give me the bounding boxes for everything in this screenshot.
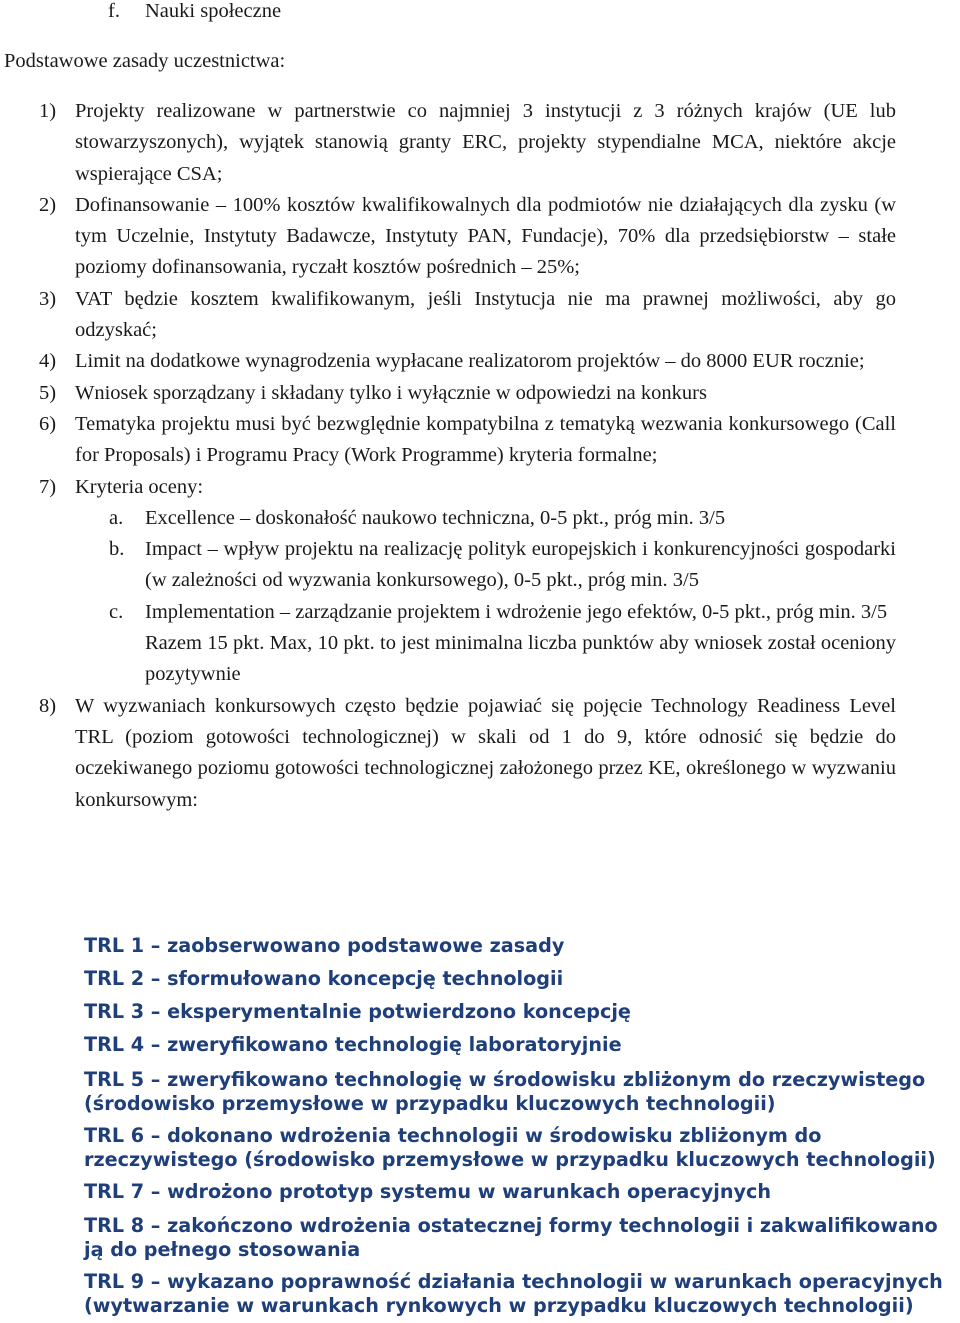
section-title: Nauki społeczne (145, 0, 282, 22)
criteria-list (75, 503, 896, 628)
trl-line-continued: rzeczywistego (środowisko przemysłowe w przypadku kluczowych technologii) (84, 1147, 936, 1171)
trl-line: TRL 3 – eksperymentalnie potwierdzono koncepcję (84, 1000, 631, 1023)
trl-line: TRL 1 – zaobserwowano podstawowe zasady (84, 934, 565, 957)
intro-text: Podstawowe zasady uczestnictwa: (4, 50, 286, 72)
score-summary: Razem 15 pkt. Max, 10 pkt. to jest minimalna liczba punktów aby wniosek został oceniony pozytywnie (145, 632, 896, 686)
criteria-text: Impact – wpływ projektu na realizację polityk europejskich i konkurencyjności gospodarki (w zależności od wyzwania konkursowego), 0-5 pkt., próg min. 3/5 (145, 538, 896, 592)
section-marker: f. (108, 0, 120, 22)
criteria-label: a. (109, 506, 124, 529)
list-item (0, 691, 896, 816)
trl-level (84, 1124, 936, 1171)
trl-level (84, 934, 564, 958)
trl-line: TRL 9 – wykazano poprawność działania technologii w warunkach operacyjnych (84, 1270, 943, 1293)
criteria-text: Implementation – zarządzanie projektem i wdrożenie jego efektów, 0-5 pkt., próg min. 3/5 (145, 600, 888, 623)
criteria-label: b. (109, 538, 125, 561)
trl-line-continued: ją do pełnego stosowania (84, 1237, 361, 1261)
criteria-label: c. (109, 600, 124, 623)
trl-line-continued: (wytwarzanie w warunkach rynkowych w przypadku kluczowych technologii) (84, 1293, 914, 1317)
rules-list (0, 96, 960, 816)
item-number: 6) (39, 412, 57, 435)
trl-level (84, 1270, 943, 1317)
item-number: 1) (39, 100, 57, 122)
item-text: Tematyka projektu musi być bezwględnie kompatybilna z tematyką wezwania konkursowego (Call for Proposals) i Programu Pracy (Work Programme) kryteria formalne; (75, 412, 896, 467)
criteria-item (109, 503, 896, 534)
item-text: Limit na dodatkowe wynagrodzenia wypłacane realizatorom projektów – do 8000 EUR rocznie; (75, 350, 865, 373)
list-item (0, 378, 896, 409)
list-item (0, 409, 896, 472)
item-number: 4) (39, 350, 57, 373)
trl-line-continued: (środowisko przemysłowe w przypadku kluczowych technologii) (84, 1091, 776, 1115)
trl-level (84, 1033, 622, 1057)
item-text: W wyzwaniach konkursowych często będzie pojawiać się pojęcie Technology Readiness Level TRL (poziom gotowości technologicznej) w skali od 1 do 9, które odnosić się będzie do oczekiwanego poziomu gotowości technologicznej założonego przez KE, określonego w wyzwaniu konkursowym: (75, 694, 896, 811)
criteria-item (109, 597, 896, 628)
list-item (0, 472, 896, 691)
trl-level (84, 1214, 938, 1261)
item-number: 7) (39, 475, 57, 498)
list-item (0, 190, 896, 284)
item-number: 2) (39, 193, 57, 216)
item-text: Projekty realizowane w partnerstwie co najmniej 3 instytucji z 3 różnych krajów (UE lub stowarzyszonych), wyjątek stanowią granty ERC, projekty stypendialne MCA, niektóre akcje wspierające CSA; (75, 100, 896, 185)
trl-line: TRL 7 – wdrożono prototyp systemu w warunkach operacyjnych (84, 1180, 772, 1203)
trl-line: TRL 5 – zweryfikowano technologię w środowisku zbliżonym do rzeczywistego (84, 1068, 926, 1091)
criteria-item (109, 534, 896, 597)
trl-line: TRL 6 – dokonano wdrożenia technologii w środowisku zbliżonym do (84, 1124, 822, 1147)
section-heading (108, 0, 281, 24)
item-number: 8) (39, 694, 57, 717)
trl-level (84, 1180, 771, 1204)
criteria-text: Excellence – doskonałość naukowo techniczna, 0-5 pkt., próg min. 3/5 (145, 506, 726, 529)
item-text: Dofinansowanie – 100% kosztów kwalifikowalnych dla podmiotów nie działających dla zysku (w tym Uczelnie, Instytuty Badawcze, Instytuty PAN, Fundacje), 70% dla przedsiębiorstw – stałe poziomy dofinansowania, ryczałt kosztów pośrednich – 25%; (75, 193, 896, 279)
list-item (0, 96, 896, 190)
list-item (0, 346, 896, 377)
item-text: VAT będzie kosztem kwalifikowanym, jeśli Instytucja nie ma prawnej możliwości, aby go odzyskać; (75, 287, 896, 342)
trl-line: TRL 4 – zweryfikowano technologię laboratoryjnie (84, 1033, 622, 1056)
item-text: Wniosek sporządzany i składany tylko i wyłącznie w odpowiedzi na konkurs (75, 381, 707, 404)
item-number: 5) (39, 381, 57, 404)
item-text: Kryteria oceny: (75, 475, 204, 498)
trl-level (84, 1000, 631, 1024)
item-number: 3) (39, 287, 57, 310)
trl-line: TRL 2 – sformułowano koncepcję technologii (84, 967, 564, 990)
trl-level (84, 1068, 925, 1115)
list-item (0, 284, 896, 347)
trl-level (84, 967, 563, 991)
trl-line: TRL 8 – zakończono wdrożenia ostatecznej formy technologii i zakwalifikowano (84, 1214, 938, 1237)
